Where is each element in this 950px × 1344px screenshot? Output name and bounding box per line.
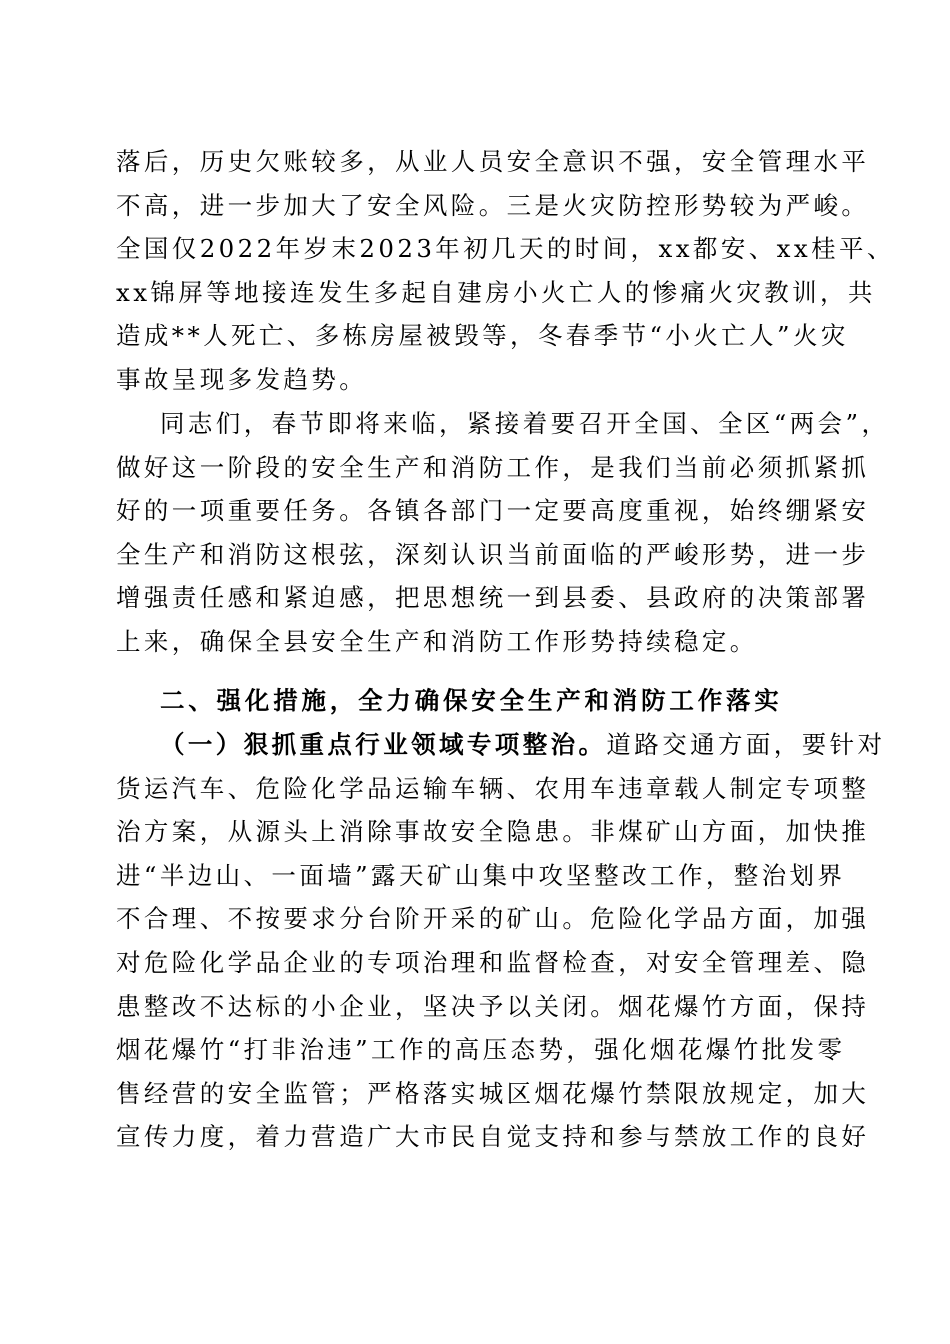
subsection-label: （一）狠抓重点行业领域专项整治。 <box>160 730 607 759</box>
text-line: 全生产和消防这根弦，深刻认识当前面临的严峻形势，进一步 <box>116 539 870 569</box>
text-line: 宣传力度，着力营造广大市民自觉支持和参与禁放工作的良好 <box>116 1122 870 1152</box>
text-line: 造成**人死亡、多栋房屋被毁等，冬春季节“小火亡人”火灾 <box>116 321 849 351</box>
paragraph-spring-festival <box>116 402 890 664</box>
text-line: 增强责任感和紧迫感，把思想统一到县委、县政府的决策部署 <box>116 583 870 613</box>
text-line: 好的一项重要任务。各镇各部门一定要高度重视，始终绷紧安 <box>116 496 870 526</box>
text-line: 不合理、不按要求分台阶开采的矿山。危险化学品方面，加强 <box>116 904 870 934</box>
section-heading: 二、强化措施，全力确保安全生产和消防工作落实 <box>160 686 783 715</box>
text-line: 烟花爆竹“打非治违”工作的高压态势，强化烟花爆竹批发零 <box>116 1035 846 1065</box>
text-line: 货运汽车、危险化学品运输车辆、农用车违章载人制定专项整 <box>116 773 870 803</box>
section-heading-block <box>116 679 836 723</box>
text-line: 进“半边山、一面墙”露天矿山集中攻坚整改工作，整治划界 <box>116 860 846 890</box>
text-line-rest: 道路交通方面，要针对 <box>606 730 886 759</box>
text-line: 售经营的安全监管；严格落实城区烟花爆竹禁限放规定，加大 <box>116 1078 870 1108</box>
text-line: 事故呈现多发趋势。 <box>116 364 368 394</box>
paragraph-special-rectification <box>116 723 886 1159</box>
paragraph-fire-risk <box>116 140 895 402</box>
text-line: 治方案，从源头上消除事故安全隐患。非煤矿山方面，加快推 <box>116 817 870 847</box>
text-line: 对危险化学品企业的专项治理和监督检查，对安全管理差、隐 <box>116 947 870 977</box>
text-line: 落后，历史欠账较多，从业人员安全意识不强，安全管理水平 <box>116 147 870 176</box>
text-line: xx锦屏等地接连发生多起自建房小火亡人的惨痛火灾教训，共 <box>116 277 876 307</box>
text-line: 同志们，春节即将来临，紧接着要召开全国、全区“两会”， <box>160 409 890 438</box>
text-line <box>116 723 886 767</box>
text-line: 不高，进一步加大了安全风险。三是火灾防控形势较为严峻。 <box>116 190 870 220</box>
text-line: 全国仅2022年岁末2023年初几天的时间，xx都安、xx桂平、 <box>116 234 895 264</box>
text-line: 做好这一阶段的安全生产和消防工作，是我们当前必须抓紧抓 <box>116 452 870 482</box>
text-line: 上来，确保全县安全生产和消防工作形势持续稳定。 <box>116 626 758 656</box>
text-line: 患整改不达标的小企业，坚决予以关闭。烟花爆竹方面，保持 <box>116 991 870 1021</box>
